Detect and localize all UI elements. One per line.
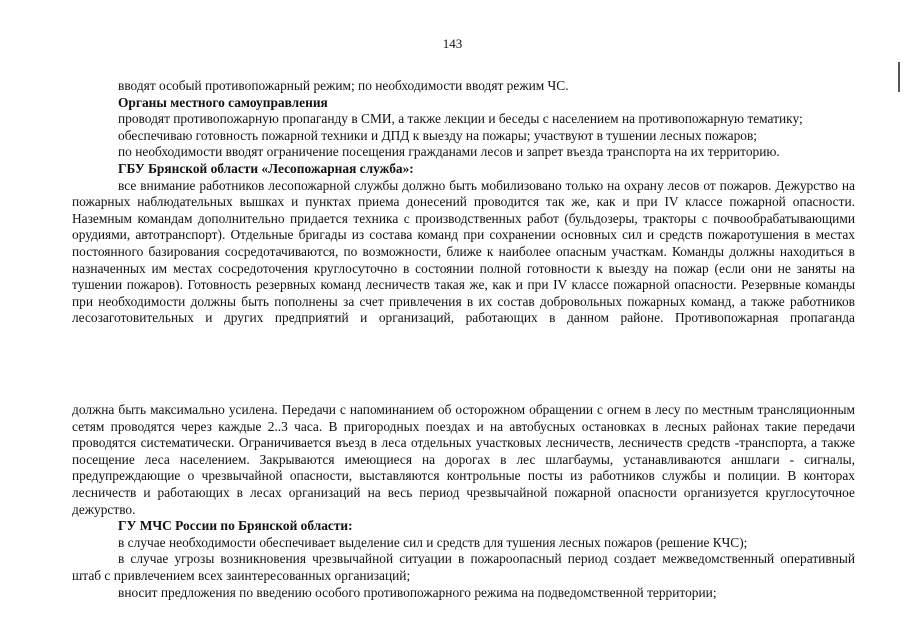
paragraph: должна быть максимально усилена. Передачи с напоминанием об осторожном обращении с огнем в лесу по местным трансляционным сетям проводятся через каждые 2..3 часа. В пригородных поездах и на автобусных остановках в лесных районах такие передачи проводятся систематически. Ограничивается въезд в леса отдельных участковых лесничеств, лесничеств средств -транспорта, а также посещение леса населением. Закрываются имеющиеся на дорогах в лес шлагбаумы, устанавливаются аншлаги - сигналы, предупреждающие о чрезвычайной опасности, выставляются контрольные посты из работников службы и полиции. В конторах лесничеств и работающих в лесах организаций на весь период чрезвычайной пожарной опасности организуется круглосуточное дежурство. — [72, 402, 855, 517]
paragraph: в случае необходимости обеспечивает выделение сил и средств для тушения лесных пожаров (решение КЧС); — [118, 534, 748, 550]
section-heading: ГУ МЧС России по Брянской области: — [118, 518, 353, 534]
paragraph: проводят противопожарную пропаганду в СМИ, а также лекции и беседы с населением на противопожарную тематику; — [118, 111, 803, 127]
paragraph: в случае угрозы возникновения чрезвычайной ситуации в пожароопасный период создает межведомственный оперативный штаб с привлечением всех заинтересованных организаций; — [72, 551, 855, 583]
text-block-upper — [72, 78, 855, 327]
text-block-lower — [72, 402, 855, 601]
paragraph: обеспечиваю готовность пожарной техники и ДПД к выезду на пожары; участвуют в тушении лесных пожаров; — [118, 127, 758, 143]
paragraph: по необходимости вводят ограничение посещения гражданами лесов и запрет въезда транспорта на их территорию. — [118, 144, 780, 160]
paragraph: вводят особый противопожарный режим; по необходимости вводят режим ЧС. — [118, 78, 569, 93]
section-heading: ГБУ Брянской области «Лесопожарная служба»: — [118, 160, 414, 176]
paragraph: вносит предложения по введению особого противопожарного режима на подведомственной территории; — [118, 584, 717, 600]
page-number: 143 — [442, 36, 463, 51]
margin-mark — [898, 62, 900, 92]
section-heading: Органы местного самоуправления — [118, 94, 328, 110]
paragraph: все внимание работников лесопожарной службы должно быть мобилизовано только на охрану лесов от пожаров. Дежурство на пожарных наблюдательных вышках и пунктах приема донесений проводится так же, как и при IV классе пожарной опасности. Наземным командам дополнительно придается техника с производственных работ (бульдозеры, тракторы с почвообрабатывающими орудиями, автотранспорт). Отдельные бригады из состава команд при сохранении основных сил и средств пожаротушения в местах постоянного базирования сосредотачиваются, по возможности, ближе к наиболее опасным участкам. Команды должны находиться в назначенных им местах сосредоточения круглосуточно в состоянии полной готовности к выезду на пожар (если они не заняты на тушении пожаров). Готовность резервных команд лесничеств такая же, как и при IV классе пожарной опасности. Резервные команды при необходимости должны быть пополнены за счет привлечения в их состав добровольных пожарных команд, а также работников лесозаготовительных и других предприятий и организаций, работающих в данном районе. Противопожарная пропаганда — [72, 177, 855, 326]
